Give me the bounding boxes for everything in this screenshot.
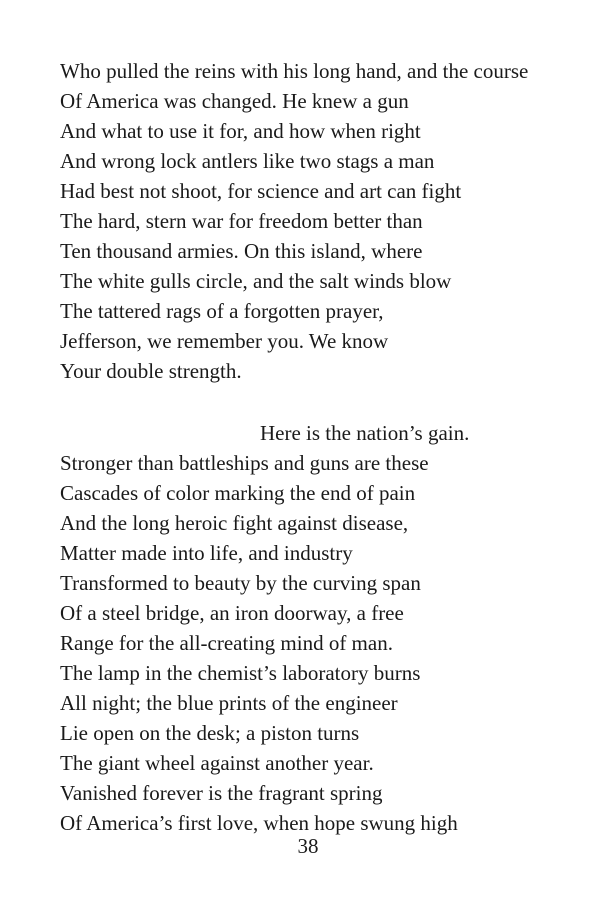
stanza-1 [60, 56, 600, 386]
poem-text [60, 56, 600, 838]
poem-line: Matter made into life, and industry [60, 541, 353, 565]
page-number: 38 [297, 834, 319, 858]
poem-line: The white gulls circle, and the salt winds blow [60, 269, 452, 293]
poem-line: Cascades of color marking the end of pain [60, 481, 416, 505]
poem-line-indented: Here is the nation’s gain. [260, 421, 470, 445]
poem-line: Stronger than battleships and guns are these [60, 451, 429, 475]
poem-line: The hard, stern war for freedom better than [60, 209, 423, 233]
poem-line: Of America was changed. He knew a gun [60, 89, 409, 113]
poem-line: Lie open on the desk; a piston turns [60, 721, 360, 745]
poem-line: All night; the blue prints of the engineer [60, 691, 398, 715]
poem-line: Transformed to beauty by the curving span [60, 571, 421, 595]
poem-line: And what to use it for, and how when right [60, 119, 421, 143]
poem-line: Ten thousand armies. On this island, where [60, 239, 423, 263]
poem-line: Who pulled the reins with his long hand, and the course [60, 59, 529, 83]
poem-line: The tattered rags of a forgotten prayer, [60, 299, 384, 323]
stanza-break [60, 386, 600, 418]
poem-line: Of a steel bridge, an iron doorway, a free [60, 601, 404, 625]
poem-line: Range for the all-creating mind of man. [60, 631, 393, 655]
poem-line: And wrong lock antlers like two stags a man [60, 149, 435, 173]
poem-line: Jefferson, we remember you. We know [60, 329, 389, 353]
poem-line: The lamp in the chemist’s laboratory burns [60, 661, 421, 685]
poem-line: Had best not shoot, for science and art can fight [60, 179, 462, 203]
stanza-2 [60, 418, 600, 838]
poem-line: Your double strength. [60, 359, 242, 383]
poem-line: The giant wheel against another year. [60, 751, 374, 775]
poem-line: Vanished forever is the fragrant spring [60, 781, 383, 805]
poem-line: And the long heroic fight against disease, [60, 511, 409, 535]
poem-line: Of America’s first love, when hope swung high [60, 811, 458, 835]
